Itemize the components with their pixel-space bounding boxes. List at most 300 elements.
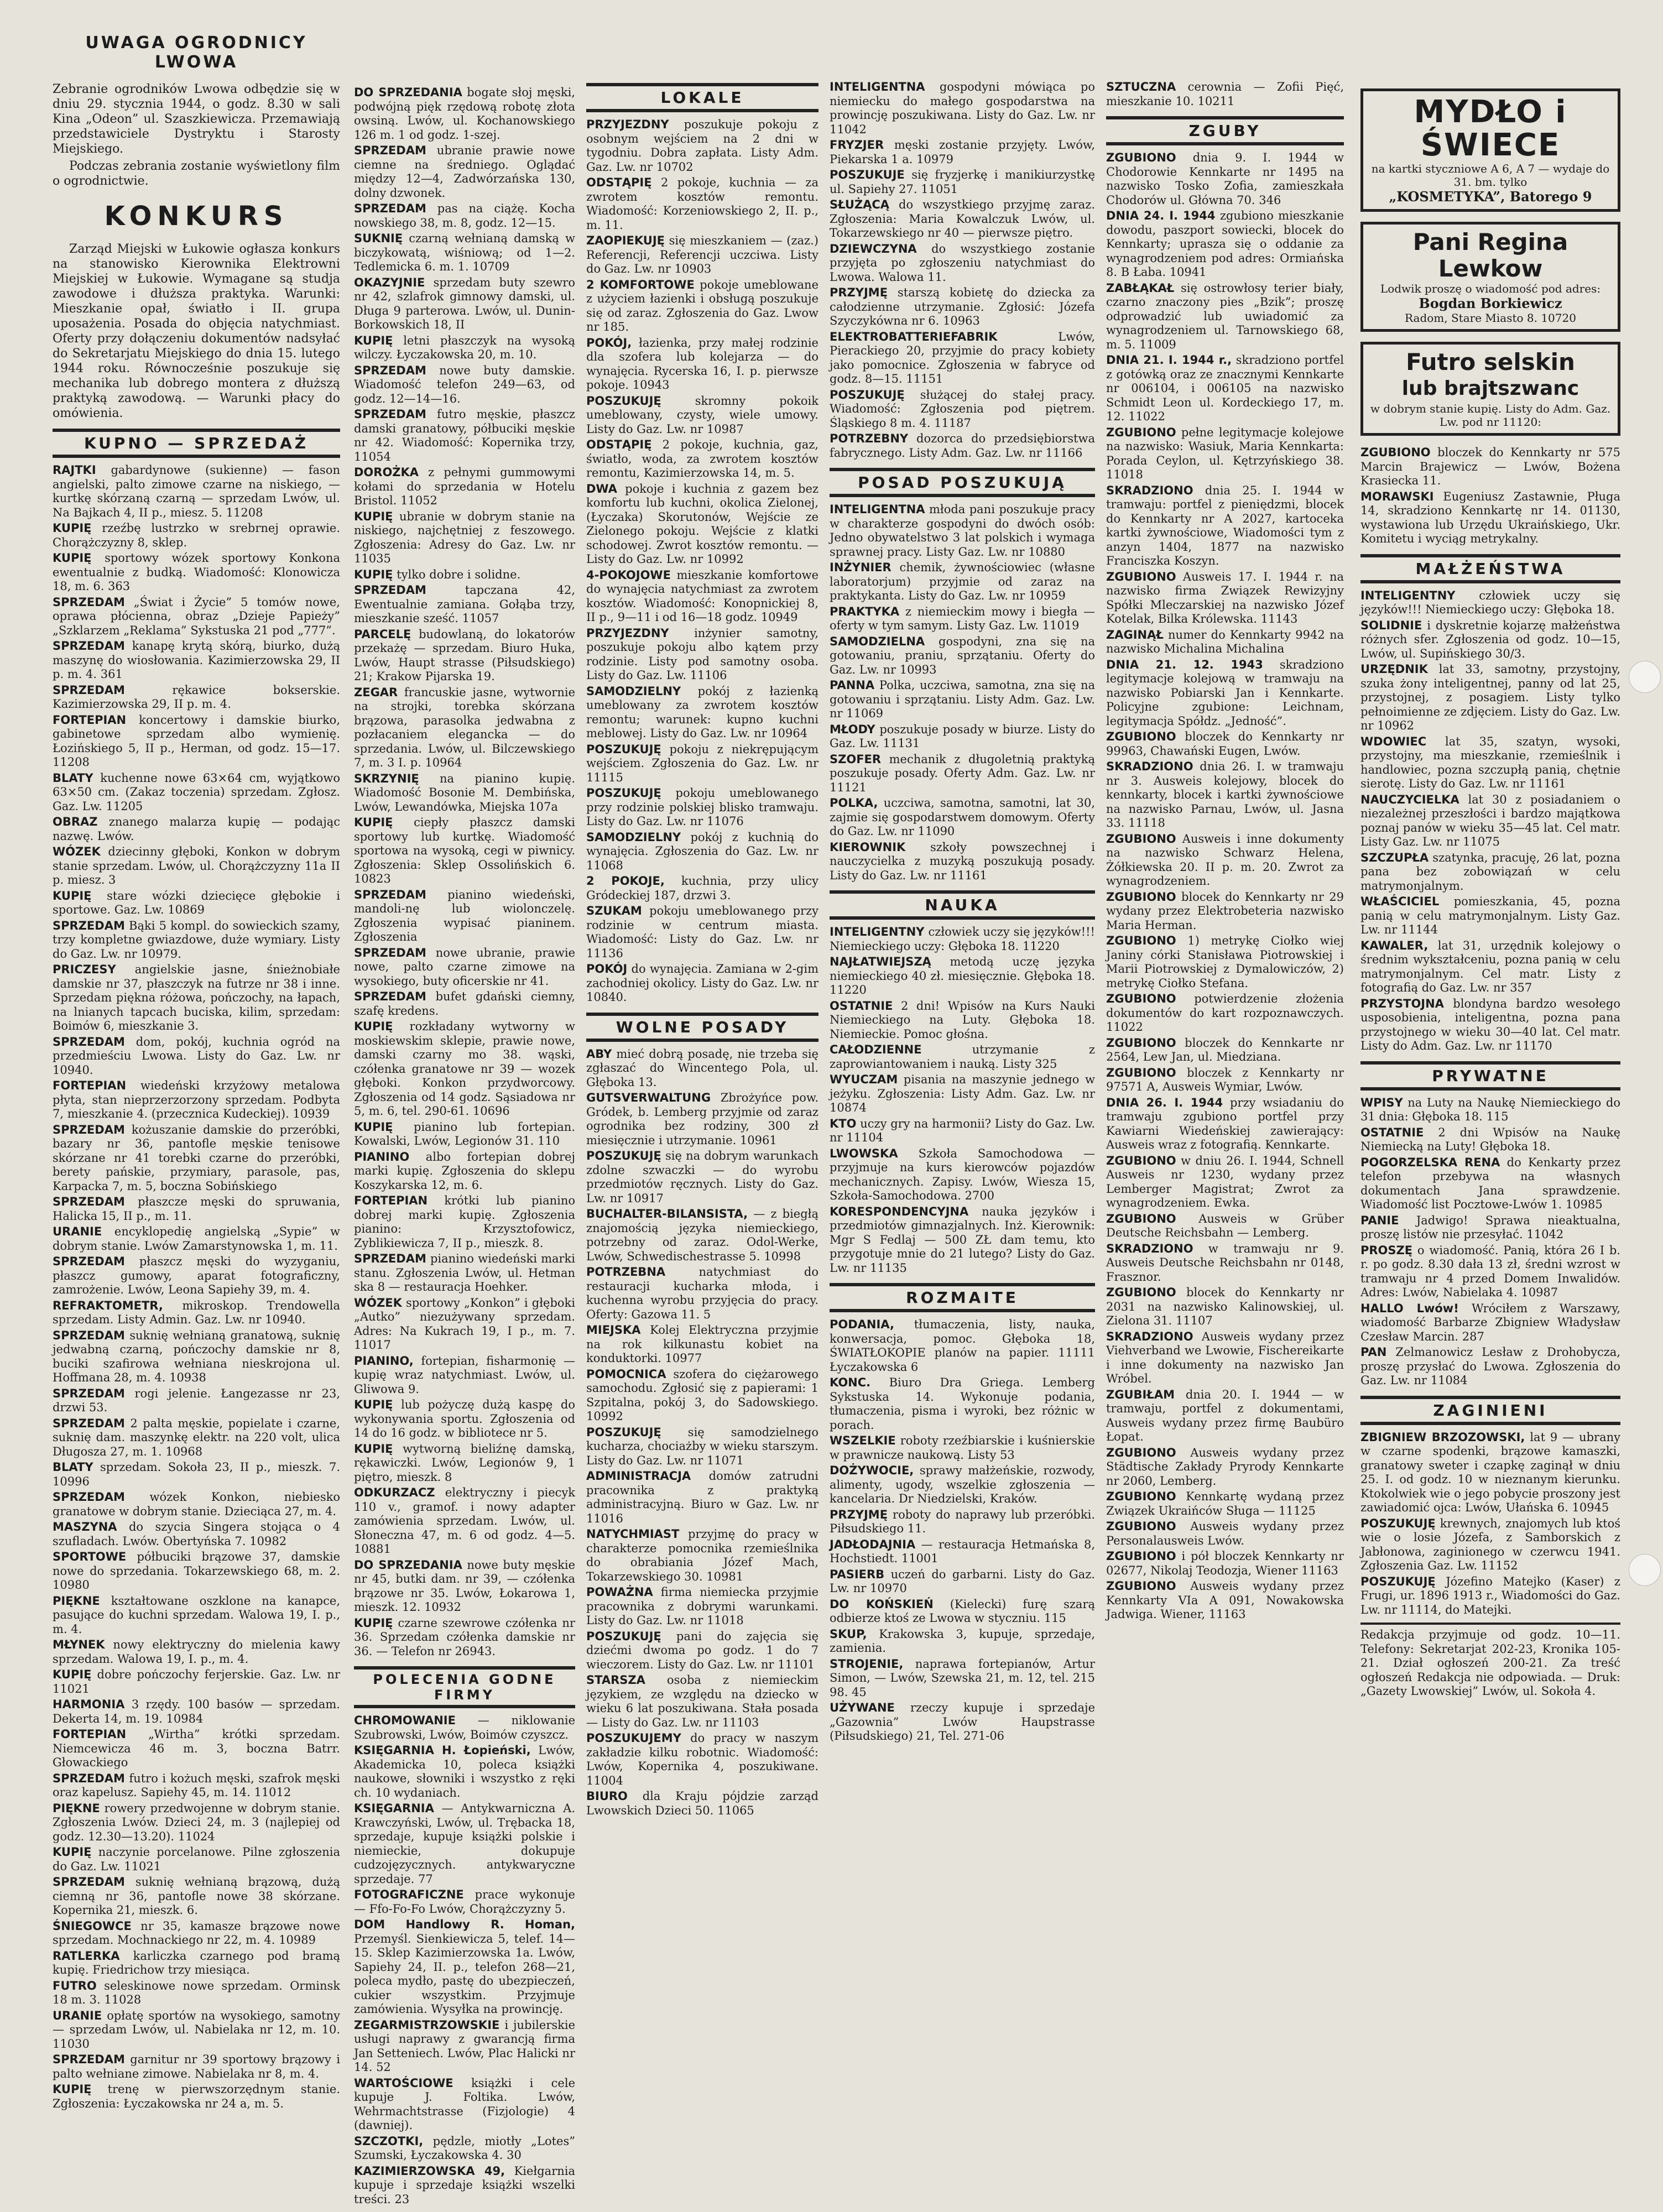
classified-ad <box>354 2135 575 2163</box>
ad-text: do wszystkiego zostanie przyjęta po zgłoszeniu natychmiast do Lwowa. Walowa 11. <box>830 242 1095 284</box>
ad-keyword: DNIA 21. I. 1944 r., <box>1106 353 1232 367</box>
ad-keyword: SPRZEDAM <box>53 1771 125 1785</box>
ad-keyword: SZOFER <box>830 752 882 766</box>
classified-ad <box>1106 1212 1344 1240</box>
ad-text: nr 35, kamasze brązowe nowe sprzedam. Mochnackiego nr 22, m. 4. 10989 <box>53 1919 340 1947</box>
ad-keyword: ZAGINĄŁ <box>1106 628 1164 641</box>
classified-ad <box>1360 1156 1620 1212</box>
ad-keyword: POSZUKUJĘ <box>1360 1574 1436 1588</box>
ad-keyword: REFRAKTOMETR, <box>53 1298 163 1312</box>
ad-text: uczy gry na harmonii? Listy do Gaz. Lw. nr 11104 <box>830 1117 1095 1144</box>
classified-ad <box>830 635 1095 677</box>
classified-ad <box>354 1020 575 1119</box>
classified-ad <box>830 679 1095 721</box>
ad-text: osoba z niemieckim językiem, ze względu na dziecko w wieku 6 lat poszukiwana. Stała posada — Listy do Gaz. Lw. nr 11103 <box>586 1673 819 1729</box>
ad-keyword: CHROMOWANIE <box>354 1714 456 1727</box>
ad-text: nowy elektryczny do mielenia kawy sprzedam. Walowa 19, I. p., m. 4. <box>53 1638 340 1666</box>
ad-keyword: KUPIĘ <box>53 2083 92 2096</box>
classified-ad <box>1360 1517 1620 1573</box>
ad-keyword: HALLO Lwów! <box>1360 1301 1459 1315</box>
classified-ad <box>354 86 575 142</box>
ad-text: nowe buty damskie. Wiadomość telefon 249—63, od godz. 12—14—16. <box>354 363 575 405</box>
ad-keyword: MASZYNA <box>53 1520 117 1533</box>
ad-keyword: POSZUKUJĘ <box>586 742 661 756</box>
ad-keyword: STROJENIE, <box>830 1657 904 1671</box>
classified-ad <box>53 2009 340 2052</box>
classified-ad <box>830 242 1095 285</box>
classified-ad <box>586 394 819 437</box>
classified-ad <box>1106 1096 1344 1152</box>
ad-keyword: WÓZEK <box>53 845 101 858</box>
classified-ad <box>53 1594 340 1637</box>
classified-ad <box>53 1225 340 1253</box>
ad-keyword: ZAOPIEKUJĘ <box>586 234 665 247</box>
ad-keyword: SZTUCZNA <box>1106 80 1176 93</box>
ad-keyword: BLATY <box>53 771 93 785</box>
ad-text: pokój z łazienką umeblowany za zwrotem kosztów remontu; warunek: kupno kuchni meblowej. Listy do Gaz. Lw. nr 10964 <box>586 684 819 740</box>
ad-text: 2 dni Wpisów na Naukę Niemiecką na Luty! Głęboka 18. <box>1360 1125 1620 1153</box>
ad-keyword: ELEKTROBATTERIEFABRIK <box>830 330 998 343</box>
classified-ad <box>354 232 575 274</box>
ad-futro-title2: lub brajtszwanc <box>1401 377 1579 400</box>
classified-ad <box>830 753 1095 795</box>
ad-text: szofera do ciężarowego samochodu. Zgłosić się z papierami: 1 Szpitalna, pokój 3, do Sadowskiego. 10992 <box>586 1367 819 1423</box>
col3-ads-c <box>830 925 1095 1275</box>
ad-keyword: ODSTĄPIĘ <box>586 176 652 189</box>
classified-ad <box>830 841 1095 883</box>
ad-text: się samodzielnego kucharza, chociażby w wieku starszym. Listy do Gaz. Lw. nr 11071 <box>586 1425 819 1467</box>
classified-ad <box>830 1376 1095 1432</box>
ad-keyword: WARTOŚCIOWE <box>354 2076 453 2090</box>
classified-ad <box>354 364 575 406</box>
classified-ad <box>53 1638 340 1666</box>
ad-futro-body: w dobrym stanie kupię. Listy do Adm. Gaz. Lw. pod nr 11120: <box>1370 402 1611 429</box>
ad-text: suknię wełnianą brązową, dużą ciemną nr 36, pantofle nowe 38 skórzane. Kopernika 21, mieszk. 6. <box>53 1875 340 1917</box>
ad-text: opłatę sportów na wysokiego, samotny — sprzedam Lwów, ul. Nabielaka nr 12, m. 10. 11030 <box>53 2008 340 2051</box>
ad-text: do pracy w naszym zakładzie kilku robotnic. Wiadomość: Lwów, Kopernika 4, poszukiwane. 11004 <box>586 1731 819 1787</box>
classified-ad <box>53 1979 340 2007</box>
col5-top <box>1360 446 1620 546</box>
classified-ad <box>53 596 340 638</box>
ad-keyword: SPRZEDAM <box>354 946 426 959</box>
ad-text: ubranie w dobrym stanie na niskiego, najchętniej z feszowego. Zgłoszenia: Adresy do Gaz. Lw. nr 11035 <box>354 509 575 565</box>
classified-ad <box>586 1323 819 1366</box>
column-1 <box>53 33 340 2112</box>
ad-text: Ausweis wydany przez Kennkarty VIa A 091, Nowakowska Jadwiga. Wiener, 11163 <box>1106 1579 1344 1621</box>
ad-keyword: PAN <box>1360 1345 1387 1359</box>
ad-keyword: ZGUBIONO <box>1106 832 1176 846</box>
ad-text: blocek do Kennkarty nr 29 wydany przez Elektrobeteria nazwisko Maria Herman. <box>1106 890 1344 932</box>
ad-keyword: DWA <box>586 482 617 495</box>
ad-text: numer do Kennkarty 9942 na nazwisko Michalina Michalina <box>1106 628 1344 655</box>
classified-ad <box>354 1194 575 1250</box>
classified-ad <box>1106 730 1344 758</box>
classified-ad <box>53 1949 340 1978</box>
lokale-ads <box>586 118 819 1005</box>
classified-ad <box>53 1728 340 1770</box>
ad-keyword: DOŻYWOCIE, <box>830 1464 914 1477</box>
classified-ad <box>53 1919 340 1948</box>
section-zguby: ZGUBY <box>1106 116 1344 145</box>
ad-text: rzeczy kupuje i sprzedaje „Gazownia” Lwów Haupstrasse (Piłsudskiego) 21, Tel. 271-06 <box>830 1701 1095 1743</box>
ad-keyword: KUPIĘ <box>354 1616 393 1630</box>
classified-ad <box>354 568 575 582</box>
classified-ad <box>53 2083 340 2111</box>
section-rozmaite: ROZMAITE <box>830 1283 1095 1312</box>
ad-text: się fryzjerkę i manikiurzystkę ul. Sapiehy 27. 11051 <box>830 168 1095 196</box>
ad-text: w tramwaju nr 9. Ausweis Deutsche Reichsbahn nr 0148, Frasznor. <box>1106 1241 1344 1284</box>
classified-ad <box>586 278 819 335</box>
classified-ad <box>1106 281 1344 352</box>
ad-keyword: SPRZEDAM <box>53 2053 125 2066</box>
ad-text: z niemieckim mowy i biegła — oferty w tym samym. Listy Gaz. Lw. 11019 <box>830 604 1095 632</box>
ad-keyword: FORTEPIAN <box>53 1079 127 1092</box>
classified-ad <box>53 639 340 682</box>
ad-text: pokój z kuchnią do wynajęcia. Zgłoszenia do Gaz. Lw. nr 11068 <box>586 830 819 872</box>
classified-ad <box>830 1434 1095 1462</box>
ad-text: gospodyni mówiąca po niemiecku do małego gospodarstwa na prowincję poszukiwana. Listy do Gaz. Lw. nr 11042 <box>830 80 1095 136</box>
classified-ad <box>1106 1286 1344 1328</box>
ad-keyword: ZGUBIONO <box>1106 1154 1176 1167</box>
classified-ad <box>354 1616 575 1659</box>
classified-ad <box>830 605 1095 633</box>
ad-keyword: PRZYJEZDNY <box>586 626 669 640</box>
ad-text: roboty do naprawy lub przeróbki. Piłsudskiego 11. <box>830 1507 1095 1535</box>
classified-ad <box>1360 446 1620 488</box>
kupno-ads <box>53 463 340 2111</box>
ad-text: 3 rzędy. 100 basów — sprzedam. Dekerta 14, m. 19. 10984 <box>53 1698 340 1725</box>
ad-keyword: SOLIDNIE <box>1360 618 1422 632</box>
classified-ad <box>1106 890 1344 933</box>
classified-ad <box>53 463 340 520</box>
ad-text: tapczana 42, Ewentualnie zamiana. Gołąba trzy, mieszkanie sześć. 11057 <box>354 583 575 625</box>
column-2b <box>586 83 819 1819</box>
classified-ad <box>830 925 1095 953</box>
classified-ad <box>586 786 819 829</box>
classified-ad <box>53 1845 340 1874</box>
section-prywatne: PRYWATNE <box>1360 1061 1620 1091</box>
classified-ad <box>586 962 819 1005</box>
classified-ad <box>1360 735 1620 791</box>
ad-keyword: PRZYJMĘ <box>830 286 888 299</box>
ad-text: młoda pani poszukuje pracy w charakterze gospodyni do dwóch osób: Jedno obywatelstwo 3 lat polskich i wymaga sprawnej pracy. Listy Gaz. Lw. nr 10880 <box>830 503 1095 559</box>
ad-keyword: SPRZEDAM <box>354 202 426 215</box>
ad-keyword: POSZUKUJĘ <box>1360 1516 1436 1530</box>
col4-top <box>1106 80 1344 108</box>
ad-keyword: SAMODZIELNA <box>830 634 925 648</box>
ad-text: sportowy „Konkon” i głęboki „Autko” niezużywany sprzedam. Adres: Na Kukrach 19, I p., m. 7. 11017 <box>354 1296 575 1352</box>
ad-text: 2 pokoje, kuchnia — za zwrotem kosztów remontu. Wiadomość: Korzeniowskiego 2, II. p., m. 11. <box>586 176 819 232</box>
classified-ad <box>1360 589 1620 617</box>
ad-keyword: HARMONIA <box>53 1698 125 1711</box>
ad-text: pokoju umeblowanego przy rodzinie polskiej blisko tramwaju. Listy do Gaz. Lw. nr 11076 <box>586 786 819 828</box>
ad-text: poszukuje posady w biurze. Listy do Gaz. Lw. 11131 <box>830 722 1095 750</box>
ad-text: pokoje i kuchnia z gazem bez komfortu lub kuchni, okolica Zielonej, (Łyczaka) Skorutonów, Wejście ze Zielonego pokoju. Wejście z klatki schodowej. Zwrot kosztów remontu. — Listy do Gaz. Lw. nr 10992 <box>586 482 819 566</box>
ad-text: człowiek uczy się języków!!! Niemieckiego uczy: Głęboka 18. <box>1360 588 1620 616</box>
ad-mydlo-line1: na kartki styczniowe A 6, A 7 — wydaje do 31. bm. tylko <box>1371 162 1610 189</box>
ad-keyword: ŚNIEGOWCE <box>53 1919 132 1933</box>
ad-text: skromny pokoik umeblowany, czysty, wiele umowy. Listy do Gaz. Lw. nr 10987 <box>586 394 819 436</box>
classified-ad <box>1106 1490 1344 1518</box>
ad-keyword: SPRZEDAM <box>354 144 426 157</box>
ad-text: trenę w pierwszorzędnym stanie. Zgłoszenia: Łyczakowska nr 24 a, m. 5. <box>53 2083 340 2110</box>
ad-text: czarną wełnianą damską w biczykowatą, wiśniową; od 1—2. Tedlemicka 6. m. 1. 10709 <box>354 232 575 273</box>
ad-futro <box>1360 342 1620 436</box>
ad-text: letni płaszczyk na wysoką wilczy. Łyczakowska 20, m. 10. <box>354 333 575 361</box>
ad-text: pokoje umeblowane z użyciem łazienki i obsługą poszukuje się od zaraz. Zgłoszenia do Gaz. Lwow nr 185. <box>586 278 819 333</box>
classified-ad <box>1106 1579 1344 1622</box>
ad-text: „Świat i Życie” 5 tomów nowe, oprawa płócienna, obraz „Dzieje Papieży” „Szklarzem „Reklama” Sykstuska 21 pod „777”. <box>53 595 340 637</box>
kupno-ads-2 <box>354 86 575 1658</box>
section-malzenstwa: MAŁŻEŃSTWA <box>1360 554 1620 583</box>
classified-ad <box>1106 484 1344 568</box>
ad-keyword: ZGUBIONO <box>1106 992 1176 1005</box>
section-polecenia: POLECENIA GODNE FIRMY <box>354 1666 575 1708</box>
classified-ad <box>354 2077 575 2133</box>
ad-keyword: NAJŁATWIEJSZĄ <box>830 955 931 968</box>
classified-ad <box>586 831 819 873</box>
ad-text: dnia 25. I. 1944 w tramwaju: portfel z pieniędzmi, blocek do Kennkarty nr A 2027, kartoceka kartki żywnościowe, Wiadomości tym z anzyn 1404, 1877 na nazwisko Franciszka Koszyn. <box>1106 483 1344 567</box>
ad-text: rękawice bokserskie. Kazimierzowska 29, II p. m. 4. <box>53 683 340 711</box>
classified-ad <box>1360 851 1620 894</box>
ad-keyword: MORAWSKI <box>1360 489 1434 503</box>
ad-keyword: SPRZEDAM <box>354 990 426 1003</box>
ad-keyword: SPRZEDAM <box>53 1490 125 1504</box>
ad-keyword: SAMODZIELNY <box>586 684 681 698</box>
classified-ad <box>354 1120 575 1149</box>
ad-text: tylko dobre i solidne. <box>393 567 521 581</box>
ad-text: elektryczny i piecyk 110 v., gramof. i nowy adapter zamówienia sprzedam. Lwów, ul. Słoneczna 47, m. 6 od godz. 4—5. 10881 <box>354 1486 575 1556</box>
ad-text: pokoju z niekrępującym wejściem. Zgłoszenia do Gaz. Lw. nr 11115 <box>586 742 819 784</box>
ad-regina-body: Lodwik proszę o wiadomość pod adres: <box>1380 282 1601 295</box>
ad-text: łazienka, przy małej rodzinie dla szofera lub kolejarza — do wynajęcia. Rycerska 16, I. p. pierwsze pokoje. 10943 <box>586 336 819 392</box>
ad-keyword: ZGUBIONO <box>1106 151 1176 164</box>
ad-keyword: NAUCZYCIELKA <box>1360 792 1459 806</box>
ad-keyword: KUPIĘ <box>354 1398 393 1411</box>
ad-keyword: SKRADZIONO <box>1106 1329 1193 1343</box>
ad-text: gabardynowe (sukienne) — fason angielski, palto zimowe czarne na niskiego, — kurtkę skórzaną czarną — sprzedam Lwów, ul. Na Bajkach 4, II p., miesz. 5. 11208 <box>53 463 340 519</box>
ad-text: bufet gdański ciemny, szafę kredens. <box>354 990 575 1018</box>
ad-keyword: SPRZEDAM <box>53 1386 125 1400</box>
classified-ad <box>1106 151 1344 207</box>
ad-text: się ostrowłosy terier biały, czarno znaczony pies „Bzik”; proszę odprowadzić lub uwiadomić za wynagrodzeniem ul. Tarnowskiego 68, m. 5. 11009 <box>1106 281 1344 351</box>
ad-keyword: SPRZEDAM <box>354 583 426 597</box>
classified-ad <box>586 438 819 481</box>
ad-keyword: ABY <box>586 1047 612 1061</box>
classified-ad <box>354 1802 575 1886</box>
section-zaginieni: ZAGINIENI <box>1360 1396 1620 1425</box>
classified-ad <box>1106 1550 1344 1578</box>
ad-text: Polka, uczciwa, samotna, zna się na gotowaniu i sprzątaniu. Listy Adm. Gaz. Lw. nr 11069 <box>830 679 1095 720</box>
ad-keyword: DNIA 26. I. 1944 <box>1106 1095 1223 1109</box>
classified-ad <box>586 743 819 785</box>
classified-ad <box>1106 1242 1344 1285</box>
ad-text: ubranie prawie nowe ciemne na średniego. Oglądać między 12—4, Zadwórzańska 130, dolny dzwonek. <box>354 144 575 200</box>
classified-ad <box>1360 939 1620 995</box>
ad-text: (Kielecki) furę szarą odbierze ktoś ze Lwowa w styczniu. 115 <box>830 1597 1095 1625</box>
ad-keyword: 2 KOMFORTOWE <box>586 278 695 291</box>
ad-keyword: DNIA 24. I. 1944 <box>1106 209 1216 222</box>
ad-text: francuskie jasne, wytwornie na strojki, torebka skórzana brązowa, parasolka jedwabna z pozłacaniem elegancka — do sprzedania. Lwów, ul. Bilczewskiego 7, m. 3 I. p. 10964 <box>354 685 575 769</box>
ad-keyword: KIEROWNIK <box>830 840 906 854</box>
ad-keyword: POLKA, <box>830 796 878 810</box>
ad-keyword: OBRAZ <box>53 815 98 828</box>
ad-text: albo fortepian dobrej marki kupię. Zgłoszenia do sklepu Koszykarska 12, m. 6. <box>354 1150 575 1192</box>
ad-keyword: RATLERKA <box>53 1949 120 1963</box>
ad-keyword: URZĘDNIK <box>1360 662 1428 676</box>
classified-ad <box>53 1698 340 1726</box>
classified-ad <box>1106 658 1344 729</box>
ad-keyword: SZCZUPŁA <box>1360 851 1429 864</box>
colophon: Redakcja przyjmuje od godz. 10—11. Telefony: Sekretarjat 202-23, Kronika 105-21. Dział ogłoszeń 200-21. Za treść ogłoszeń Redakcja nie odpowiada. — Druk: „Gazety Lwowskiej” Lwów, ul. Sokoła 4. <box>1360 1623 1620 1699</box>
ad-keyword: ZGUBIONO <box>1106 890 1176 904</box>
ad-keyword: WDOWIEC <box>1360 734 1427 748</box>
classified-ad <box>586 234 819 276</box>
ad-text: półbuciki brązowe 37, damskie nowe do sprzedania. Tokarzewskiego 68, m. 2. 10980 <box>53 1550 340 1592</box>
ad-text: lat 9 — ubrany w czarne spodenki, brązowe kamaszki, granatowy sweter i czapkę zaginął w dniu 25. I. od godz. 10 w nieznanym kierunku. Ktokolwiek wie o jego pobycie proszony jest zawiadomić ojca: Lwów, Ułańska 6. 10945 <box>1360 1430 1620 1514</box>
ad-keyword: LWOWSKA <box>830 1146 898 1160</box>
classified-ad <box>354 510 575 566</box>
ad-text: ciepły płaszcz damski sportowy lub kurtkę. Wiadomość sportowa na wysoką, cegi w piwnicy. Zgłoszenia: Sklep Ossolińskich 6. 10823 <box>354 816 575 885</box>
classified-ad <box>1106 426 1344 482</box>
classified-ad <box>830 1318 1095 1374</box>
classified-ad <box>354 1558 575 1615</box>
ad-keyword: KSIĘGARNIA <box>354 1802 434 1815</box>
classified-ad <box>586 1149 819 1206</box>
zguby-ads <box>1106 151 1344 1622</box>
ad-keyword: SKRZYNIĘ <box>354 771 419 785</box>
ad-text: dnia 26. I. w tramwaju nr 3. Ausweis kolejowy, blocek do kennkarty, blocek i kartki żywnościowe na nazwisko Parnau, Lwów, ul. Jasna 33. 11118 <box>1106 760 1344 830</box>
classified-ad <box>1360 1431 1620 1515</box>
ad-keyword: KUPIĘ <box>354 1442 393 1455</box>
classified-ad <box>586 176 819 232</box>
ad-text: budowlaną, do lokatorów przekażę — sprzedam. Biuro Huka, Lwów, Haupt strasse (Piłsudskiego) 21; Krakow Pijarska 19. <box>354 627 575 683</box>
classified-ad <box>830 1147 1095 1203</box>
ad-text: do wszystkiego przyjmę zaraz. Zgłoszenia: Maria Kowalczuk Lwów, ul. Tokarzewskiego nr 40 — pierwsze piętro. <box>830 198 1095 239</box>
ad-text: kształtowane oszklone na kanapce, pasujące do kuchni sprzedam. Walowa 19, I. p., m. 4. <box>53 1594 340 1636</box>
ad-keyword: ZGUBIONO <box>1106 570 1176 583</box>
ad-text: Krakowska 3, kupuje, sprzedaje, zamienia. <box>830 1627 1095 1655</box>
ad-keyword: ZGUBIONO <box>1106 425 1176 439</box>
classified-ad <box>1360 1096 1620 1124</box>
ad-text: służącej do stałej pracy. Wiadomość: Zgłoszenia pod piętrem. Śląskiego 8 m. 4. 11187 <box>830 388 1095 430</box>
classified-ad <box>1360 1214 1620 1242</box>
ad-keyword: PANNA <box>830 679 875 692</box>
ad-text: Przemyśl. Sienkiewicza 5, telef. 14—15. Sklep Kazimierzowska 1a. Lwów, Sapiehy 24, II. p., telefon 268—21, poleca mydło, pastę do ubezpieczeń, cukier wszystkim. Przyjmuje zamówienia. Wysyłka na prowincję. <box>354 1932 575 2016</box>
ad-keyword: SPORTOWE <box>53 1550 127 1563</box>
ad-text: skradziono portfel z gotówką oraz ze znacznymi Kennkarte nr 006104, i 006105 na nazwisko Schmidt Leon ul. Kordeckiego 17, m. 12. 11022 <box>1106 353 1344 423</box>
ad-text: 2 palta męskie, popielate i czarne, suknię dam. maszynkę elektr. na 220 volt, ulica Długosza 27, m. 1. 10968 <box>53 1416 340 1458</box>
ad-text: Ausweis wydany przez Viehverband we Lwowie, Fischereikarte i inne dokumenty na nazwisko Jan Wróbel. <box>1106 1329 1344 1385</box>
ad-keyword: ZGUBIONO <box>1106 1286 1176 1299</box>
ad-keyword: GUTSVERWALTUNG <box>586 1091 711 1104</box>
classified-ad <box>354 888 575 945</box>
ad-keyword: KAWALER, <box>1360 938 1429 952</box>
classified-ad <box>1106 1066 1344 1094</box>
ad-keyword: ZGUBIONO <box>1106 1490 1176 1503</box>
classified-ad <box>830 1073 1095 1115</box>
classified-ad <box>830 330 1095 387</box>
ad-text: 1) metrykę Ciołko wiej Janiny córki Stanisława Piotrowskiej i Marii Piotrowskiej z Dymalowiczów, 2) metrykę Ciołko Stefana. <box>1106 934 1344 990</box>
ad-text: mikroskop. Trendowella sprzedam. Listy Admin. Gaz. Lw. nr 10940. <box>53 1298 340 1326</box>
classified-ad <box>53 963 340 1034</box>
wolne-ads <box>586 1047 819 1818</box>
ad-keyword: SPRZEDAM <box>354 888 426 901</box>
ad-keyword: ZGUBIONO <box>1106 1066 1176 1079</box>
classified-ad <box>1106 80 1344 108</box>
classified-ad <box>354 1296 575 1353</box>
ad-keyword: BLATY <box>53 1460 93 1474</box>
classified-ad <box>830 1464 1095 1506</box>
classified-ad <box>53 1668 340 1696</box>
ad-text: o wiadomość. Panią, która 26 I b. r. po godz. 8.30 dała 13 zł, średni wzrost w tramwaju nr 4 przed Domem Inwalidów. Adres: Lwów, Nabielaka 4. 10987 <box>1360 1243 1620 1299</box>
ad-text: zgubiono mieszkanie dowodu, paszport sowiecki, blocek do Kennkarty; uprasza się o oddanie za wynagrodzeniem pod adres: Ormiańska 8. B Łaba. 10941 <box>1106 209 1344 279</box>
classified-ad <box>1106 1388 1344 1444</box>
ad-text: Józefino Matejko (Kaser) z Frugi, ur. 1896 1913 r., Wiadomości do Gaz. Lw. nr 11114, do Matejki. <box>1360 1574 1620 1616</box>
ad-text: lat 33, samotny, przystojny, szuka żony inteligentnej, panny od lat 25, przystojnej, z posagiem. Listy tylko pełnoimienne ze zdjęciem. Listy do Gaz. Lw. nr 10962 <box>1360 662 1620 732</box>
ad-keyword: ZGUBIONO <box>1106 1212 1176 1225</box>
ad-text: płaszcz męski do wyzyganiu, płaszcz gumowy, aparat fotograficzny, zamrożenie. Lwów, Leona Sapiehy 39, m. 4. <box>53 1255 340 1296</box>
ad-keyword: WŁAŚCICIEL <box>1360 895 1440 908</box>
ad-text: stare wózki dziecięce głębokie i sportowe. Gaz. Lw. 10869 <box>53 889 340 916</box>
ad-keyword: URANIE <box>53 1225 102 1238</box>
ad-keyword: DO SPRZEDANIA <box>354 86 462 99</box>
ad-keyword: MŁODY <box>830 722 875 736</box>
ad-keyword: BIURO <box>586 1790 628 1803</box>
ad-text: pełne legitymacje kolejowe na nazwisko: Wasiuk, Maria Kennkarta: Porada Ceylon, ul. Kętrzyńskiego 38. 11018 <box>1106 425 1344 481</box>
ad-text: domów zatrudni pracownika z praktyką administracyjną. Biuro w Gaz. Lw. nr 11016 <box>586 1469 819 1525</box>
ad-keyword: DNIA 21. 12. 1943 <box>1106 658 1263 671</box>
ad-keyword: ODKURZACZ <box>354 1486 435 1499</box>
ad-keyword: DZIEWCZYNA <box>830 242 917 255</box>
ad-text: poszukuje pokoju z osobnym wejściem na 2 dni w tygodniu. Dobra zapłata. Listy Adm. Gaz. Lw. nr 10702 <box>586 118 819 174</box>
ad-text: pokoju umeblowanego przy rodzinie w centrum miasta. Wiadomość: Listy do Gaz. Lw. nr 11136 <box>586 904 819 960</box>
ad-text: do wynajęcia. Zamiana w 2-gim zachodniej okolicy. Listy do Gaz. Lw. nr 10840. <box>586 962 819 1004</box>
classified-ad <box>354 1442 575 1485</box>
classified-ad <box>586 1731 819 1788</box>
ad-text: do Kenkarty przez telefon przebywa na własnych dokumentach Jana sprawdzenie. Wiadomość list Pocztowe-Lwów 1. 10985 <box>1360 1155 1621 1211</box>
classified-ad <box>586 1091 819 1147</box>
ad-text: bloczek do Kennkarte nr 2564, Lew Jan, ul. Miedziana. <box>1106 1036 1344 1063</box>
ad-text: Ausweis w Grüber Deutsche Reichsbahn — Lemberg. <box>1106 1212 1344 1239</box>
ad-text: futro męskie, płaszcz damski granatowy, półbuciki męskie nr 42. Wiadomość: Kopernika trzy, 11054 <box>354 408 575 463</box>
classified-ad <box>830 1598 1095 1626</box>
classified-ad <box>830 286 1095 328</box>
ad-keyword: KUPIĘ <box>354 1120 393 1134</box>
ad-text: Szkoła Samochodowa — przyjmuje na kurs kierowców pojazdów mechanicznych. Zapisy. Lwów, Wiesza 15, Szkoła-Samochodowa. 2700 <box>830 1146 1095 1202</box>
ad-text: dozorca do przedsiębiorstwa fabrycznego. Listy Adm. Gaz. Lw. nr 11166 <box>830 432 1095 460</box>
section-kupno: KUPNO — SPRZEDAŻ <box>53 429 340 458</box>
ad-text: lub pożyczę dużą kaspę do wykonywania sportu. Zgłoszenia od 14 do 16 godz. w bibliotece nr 5. <box>354 1398 575 1439</box>
classified-ad <box>586 627 819 683</box>
ad-text: — z biegłą znajomością języka niemieckiego, potrzebny od zaraz. Odol-Werke, Lwów, Schwedischestrasse 5. 10998 <box>586 1207 819 1263</box>
classified-ad <box>1360 997 1620 1053</box>
classified-ad <box>1360 662 1620 733</box>
ad-text: z pełnymi gummowymi kołami do sprzedania w Hotelu Bristol. 11052 <box>354 466 575 507</box>
classified-ad <box>354 1486 575 1557</box>
ad-keyword: WÓZEK <box>354 1296 402 1310</box>
ad-text: bloczek z Kennkarty nr 97571 A, Ausweis Wymiar, Lwów. <box>1106 1066 1344 1093</box>
ad-keyword: ZGUBIONO <box>1106 1579 1176 1593</box>
ad-text: sprawy małżeńskie, rozwody, alimenty, ugody, wszelkie zgłoszenia — kancelaria. Dr Niedzielski, Kraków. <box>830 1464 1095 1505</box>
ad-text: 2 dni! Wpisów na Kurs Nauki Niemieckiego na Luty. Głęboka 18. Niemieckie. Pomoc głośna. <box>830 999 1095 1041</box>
ad-text: sprzedam. Sokoła 23, II p., mieszk. 7. 10996 <box>53 1460 340 1488</box>
column-2a <box>354 86 575 2208</box>
classified-ad <box>1360 895 1620 937</box>
ad-keyword: SPRZEDAM <box>354 408 426 421</box>
column-4 <box>1106 80 1344 1624</box>
binder-hole <box>1629 661 1661 693</box>
